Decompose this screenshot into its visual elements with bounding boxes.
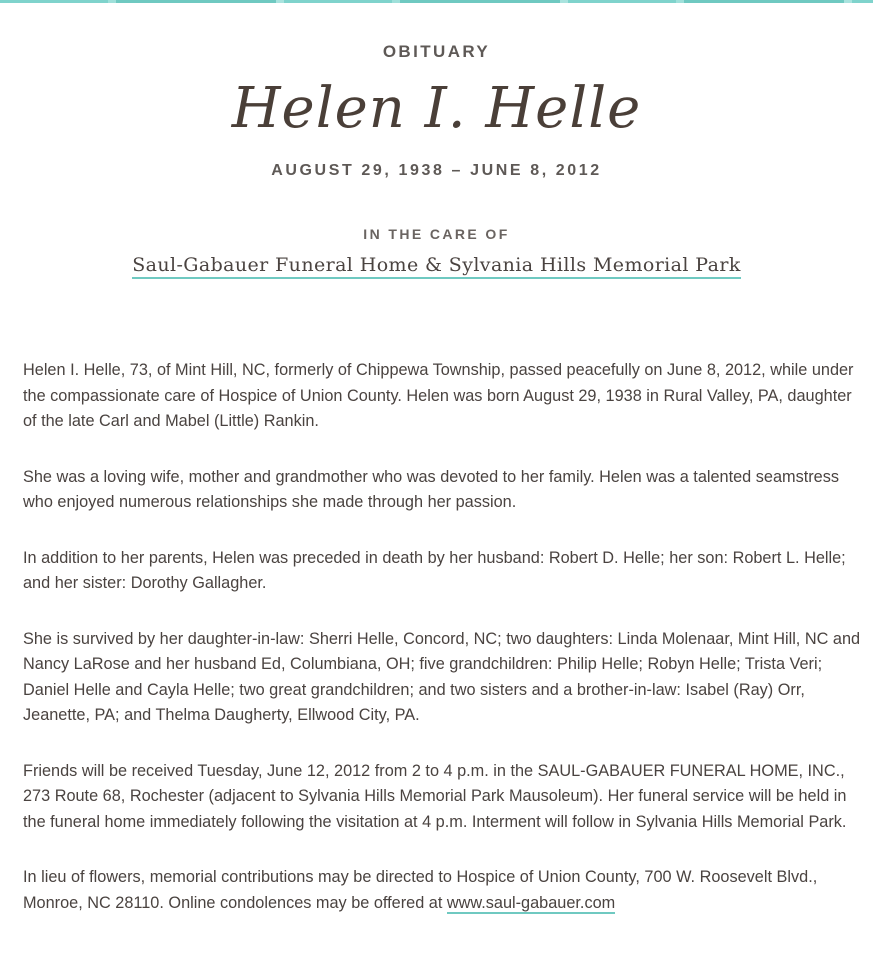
obituary-body xyxy=(23,358,863,946)
funeral-home-container xyxy=(0,254,873,276)
website-link[interactable]: www.saul-gabauer.com xyxy=(446,893,616,912)
obituary-paragraph-4: She is survived by her daughter-in-law: Sherri Helle, Concord, NC; two daughters: Linda Molenaar, Mint Hill, NC and Nancy LaRose and her husband Ed, Columbiana, OH; five grandchildren: Philip Helle; Robyn Helle; Trista Veri; Daniel Helle and Cayla Helle; two great grandchildren; and two sisters and a brother-in-law: Isabel (Ray) Orr, Jeanette, PA; and Thelma Daugherty, Ellwood City, PA. xyxy=(23,629,861,724)
top-accent-border xyxy=(0,0,873,3)
care-label: IN THE CARE OF xyxy=(363,226,510,242)
obituary-paragraph-1: Helen I. Helle, 73, of Mint Hill, NC, formerly of Chippewa Township, passed peacefully on June 8, 2012, while under the compassionate care of Hospice of Union County. Helen was born August 29, 1938 in Rural Valley, PA, daughter of the late Carl and Mabel (Little) Rankin. xyxy=(23,361,854,430)
funeral-home-link[interactable]: Saul-Gabauer Funeral Home & Sylvania Hills Memorial Park xyxy=(132,254,741,279)
obituary-paragraph-2: She was a loving wife, mother and grandmother who was devoted to her family. Helen was a talented seamstress who enjoyed numerous relationships she made through her passion. xyxy=(23,467,839,511)
obituary-kicker: OBITUARY xyxy=(382,42,491,61)
obituary-paragraph-5: Friends will be received Tuesday, June 12, 2012 from 2 to 4 p.m. in the SAUL-GABAUER FUNERAL HOME, INC., 273 Route 68, Rochester (adjacent to Sylvania Hills Memorial Park Mausoleum). Her funeral service will be held in the funeral home immediately following the visitation at 4 p.m. Interment will follow in Sylvania Hills Memorial Park. xyxy=(23,761,847,831)
obituary-paragraph-6 xyxy=(23,865,863,916)
deceased-name: Helen I. Helle xyxy=(231,76,642,141)
life-dates: AUGUST 29, 1938 – JUNE 8, 2012 xyxy=(271,162,602,179)
obituary-paragraph-3: In addition to her parents, Helen was preceded in death by her husband: Robert D. Helle; her son: Robert L. Helle; and her sister: Dorothy Gallagher. xyxy=(23,548,846,592)
paragraph-6-text: In lieu of flowers, memorial contributions may be directed to Hospice of Union County, 700 W. Roosevelt Blvd., Monroe, NC 28110. Online condolences may be offered at xyxy=(23,868,818,912)
